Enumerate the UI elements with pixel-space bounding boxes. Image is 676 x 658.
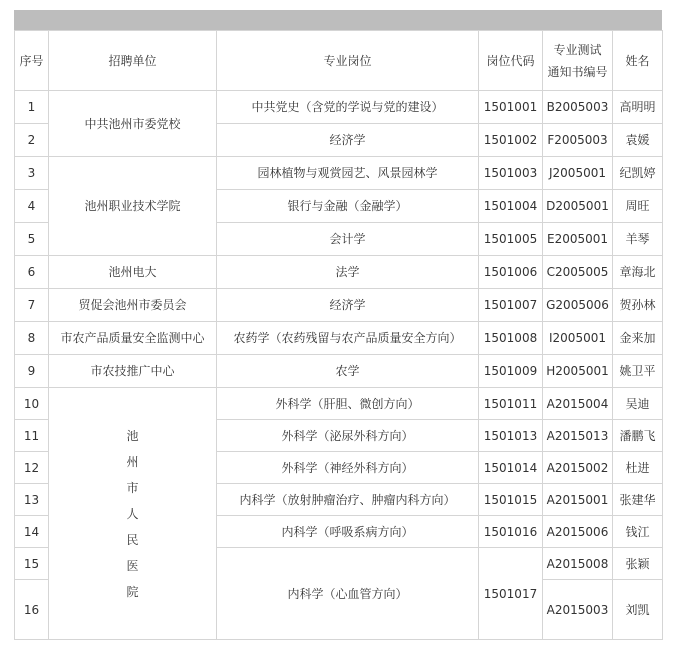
header-name: 姓名 <box>613 31 663 91</box>
cell-seq: 15 <box>15 548 49 580</box>
cell-unit: 池州电大 <box>49 256 217 289</box>
cell-seq: 6 <box>15 256 49 289</box>
table-row <box>15 355 663 388</box>
table-row <box>15 256 663 289</box>
cell-code: 1501006 <box>479 256 543 289</box>
table-row <box>15 289 663 322</box>
cell-name: 羊琴 <box>613 223 663 256</box>
cell-post: 内科学（放射肿瘤治疗、肿瘤内科方向） <box>217 484 479 516</box>
cell-name: 纪凯婷 <box>613 157 663 190</box>
table-row <box>15 157 663 190</box>
cell-post: 经济学 <box>217 289 479 322</box>
cell-seq: 14 <box>15 516 49 548</box>
header-code: 岗位代码 <box>479 31 543 91</box>
cell-notice: A2015002 <box>543 452 613 484</box>
document-container <box>14 10 662 640</box>
cell-name: 吴迪 <box>613 388 663 420</box>
cell-seq: 16 <box>15 580 49 640</box>
cell-post: 外科学（神经外科方向） <box>217 452 479 484</box>
cell-unit: 贸促会池州市委员会 <box>49 289 217 322</box>
hospital-char: 民 <box>126 532 139 547</box>
cell-notice: I2005001 <box>543 322 613 355</box>
cell-seq: 11 <box>15 420 49 452</box>
cell-code: 1501009 <box>479 355 543 388</box>
cell-name: 杜进 <box>613 452 663 484</box>
cell-unit-hospital <box>49 388 217 640</box>
cell-seq: 7 <box>15 289 49 322</box>
cell-notice: G2005006 <box>543 289 613 322</box>
cell-name: 潘鹏飞 <box>613 420 663 452</box>
cell-notice: D2005001 <box>543 190 613 223</box>
cell-unit: 池州职业技术学院 <box>49 157 217 256</box>
cell-post: 外科学（肝胆、微创方向） <box>217 388 479 420</box>
header-row <box>15 31 663 91</box>
cell-post: 中共党史（含党的学说与党的建设） <box>217 91 479 124</box>
cell-code: 1501014 <box>479 452 543 484</box>
header-unit: 招聘单位 <box>49 31 217 91</box>
hospital-char: 市 <box>126 480 139 495</box>
cell-name: 章海北 <box>613 256 663 289</box>
cell-post: 法学 <box>217 256 479 289</box>
cell-notice: J2005001 <box>543 157 613 190</box>
hospital-char: 人 <box>126 506 139 521</box>
cell-seq: 4 <box>15 190 49 223</box>
header-notice-line1: 专业测试 <box>553 42 602 57</box>
table-row <box>15 322 663 355</box>
cell-unit: 市农技推广中心 <box>49 355 217 388</box>
table-row <box>15 91 663 124</box>
cell-notice: A2015013 <box>543 420 613 452</box>
cell-code: 1501013 <box>479 420 543 452</box>
cell-name: 金来加 <box>613 322 663 355</box>
cell-name: 高明明 <box>613 91 663 124</box>
cell-seq: 5 <box>15 223 49 256</box>
hospital-char: 医 <box>126 558 139 573</box>
cell-notice: A2015001 <box>543 484 613 516</box>
hospital-char: 州 <box>126 454 139 469</box>
cell-notice: F2005003 <box>543 124 613 157</box>
cell-notice: A2015003 <box>543 580 613 640</box>
cell-post: 农药学（农药残留与农产品质量安全方向） <box>217 322 479 355</box>
results-table <box>14 30 663 640</box>
cell-code: 1501005 <box>479 223 543 256</box>
cell-notice: E2005001 <box>543 223 613 256</box>
cell-notice: A2015008 <box>543 548 613 580</box>
cell-post: 农学 <box>217 355 479 388</box>
cell-post: 会计学 <box>217 223 479 256</box>
cell-code: 1501001 <box>479 91 543 124</box>
cell-notice: A2015004 <box>543 388 613 420</box>
cell-unit: 市农产品质量安全监测中心 <box>49 322 217 355</box>
cell-code: 1501017 <box>479 548 543 640</box>
cell-code: 1501004 <box>479 190 543 223</box>
cell-seq: 13 <box>15 484 49 516</box>
header-seq: 序号 <box>15 31 49 91</box>
cell-seq: 12 <box>15 452 49 484</box>
cell-seq: 2 <box>15 124 49 157</box>
cell-notice: B2005003 <box>543 91 613 124</box>
cell-post: 园林植物与观赏园艺、风景园林学 <box>217 157 479 190</box>
cell-name: 刘凯 <box>613 580 663 640</box>
cell-notice: H2005001 <box>543 355 613 388</box>
cell-code: 1501015 <box>479 484 543 516</box>
cell-post: 内科学（心血管方向） <box>217 548 479 640</box>
cell-post: 内科学（呼吸系病方向） <box>217 516 479 548</box>
hospital-char: 池 <box>126 428 139 443</box>
header-notice-line2: 通知书编号 <box>547 64 608 79</box>
cell-code: 1501011 <box>479 388 543 420</box>
cell-notice: A2015006 <box>543 516 613 548</box>
cell-seq: 3 <box>15 157 49 190</box>
cell-post: 银行与金融（金融学） <box>217 190 479 223</box>
header-notice <box>543 31 613 91</box>
cell-name: 钱江 <box>613 516 663 548</box>
cell-post: 外科学（泌尿外科方向） <box>217 420 479 452</box>
cell-seq: 9 <box>15 355 49 388</box>
header-post: 专业岗位 <box>217 31 479 91</box>
cell-name: 周旺 <box>613 190 663 223</box>
cell-seq: 10 <box>15 388 49 420</box>
cell-code: 1501007 <box>479 289 543 322</box>
cell-seq: 1 <box>15 91 49 124</box>
cell-name: 袁媛 <box>613 124 663 157</box>
table-row <box>15 388 663 420</box>
cell-code: 1501002 <box>479 124 543 157</box>
cell-code: 1501003 <box>479 157 543 190</box>
cell-name: 贺孙林 <box>613 289 663 322</box>
cell-name: 张建华 <box>613 484 663 516</box>
cell-post: 经济学 <box>217 124 479 157</box>
hospital-char: 院 <box>126 584 139 599</box>
cell-name: 张颖 <box>613 548 663 580</box>
cell-code: 1501008 <box>479 322 543 355</box>
cell-code: 1501016 <box>479 516 543 548</box>
cell-name: 姚卫平 <box>613 355 663 388</box>
cell-unit: 中共池州市委党校 <box>49 91 217 157</box>
cell-seq: 8 <box>15 322 49 355</box>
top-bar <box>14 10 662 30</box>
cell-notice: C2005005 <box>543 256 613 289</box>
